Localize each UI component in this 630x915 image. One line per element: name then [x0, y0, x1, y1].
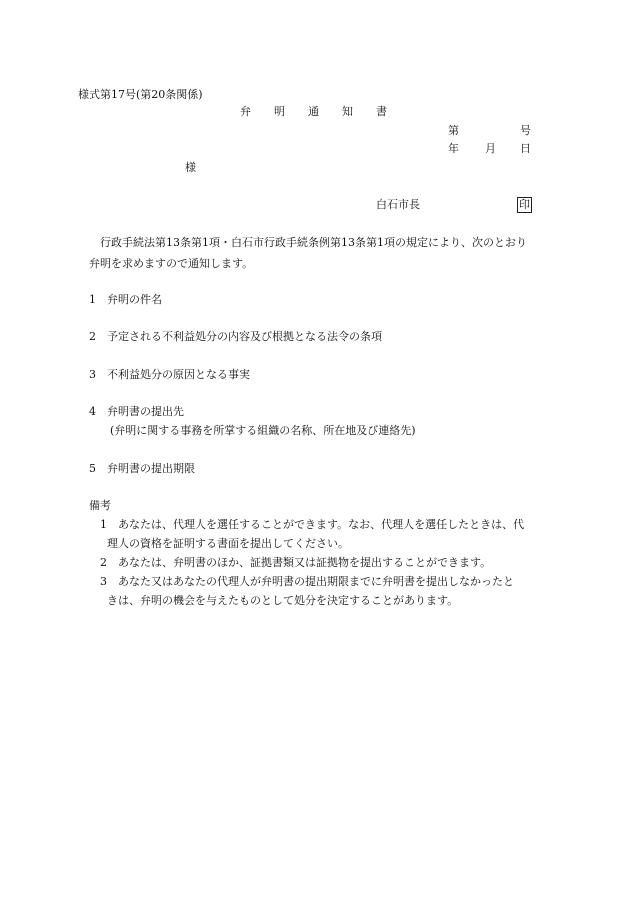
doc-number-suffix: 号: [520, 124, 531, 137]
date-day: 日: [520, 142, 531, 155]
document-title: [240, 106, 387, 117]
title-char: 通: [308, 105, 319, 118]
item-text: 弁明の件名: [107, 293, 162, 306]
addressee-suffix: 様: [185, 161, 196, 174]
item-4-note: (弁明に関する事務を所掌する組織の名称、所在地及び連絡先): [110, 424, 416, 437]
remark-1-line-1: [100, 519, 524, 530]
remark-text: あなたは、代理人を選任することができます。なお、代理人を選任したときは、代: [118, 518, 525, 531]
remark-text: あなた又はあなたの代理人が弁明書の提出期限までに弁明書を提出しなかったと: [118, 575, 514, 588]
item-number: 3: [89, 368, 96, 381]
remark-number: 3: [100, 575, 107, 588]
item-number: 1: [89, 293, 96, 306]
item-4: [89, 406, 184, 417]
remark-number: 2: [100, 556, 107, 569]
intro-line-1: 行政手続法第13条第1項・白石市行政手続条例第13条第1項の規定により、次のとおり: [100, 236, 527, 249]
form-number: 様式第17号(第20条関係): [78, 88, 203, 101]
title-char: 弁: [240, 105, 251, 118]
date-year: 年: [448, 142, 459, 155]
item-2: [89, 331, 382, 342]
title-char: 書: [376, 105, 387, 118]
remarks-heading: 備考: [89, 499, 111, 512]
item-5: [89, 463, 195, 474]
date-month: 月: [485, 142, 496, 155]
title-char: 知: [342, 105, 353, 118]
remark-1-line-2: 理人の資格を証明する書面を提出してください。: [107, 537, 349, 550]
item-text: 不利益処分の原因となる事実: [107, 368, 250, 381]
remark-text: あなたは、弁明書のほか、証拠書類又は証拠物を提出することができます。: [118, 556, 492, 569]
doc-number-prefix: 第: [448, 124, 459, 137]
item-text: 弁明書の提出先: [107, 405, 184, 418]
issuer-title: 白石市長: [376, 198, 420, 211]
remark-number: 1: [100, 518, 107, 531]
item-number: 5: [89, 462, 96, 475]
intro-line-2: 弁明を求めますので通知します。: [89, 257, 254, 270]
item-1: [89, 294, 162, 305]
remark-3-line-1: [100, 576, 514, 587]
remark-3-line-2: きは、弁明の機会を与えたものとして処分を決定することがあります。: [107, 594, 459, 607]
item-number: 4: [89, 405, 96, 418]
item-text: 弁明書の提出期限: [107, 462, 195, 475]
item-text: 予定される不利益処分の内容及び根拠となる法令の条項: [107, 330, 382, 343]
seal-mark: 印: [519, 198, 530, 211]
title-char: 明: [274, 105, 285, 118]
item-3: [89, 369, 250, 380]
item-number: 2: [89, 330, 96, 343]
remark-2-line-1: [100, 557, 491, 568]
